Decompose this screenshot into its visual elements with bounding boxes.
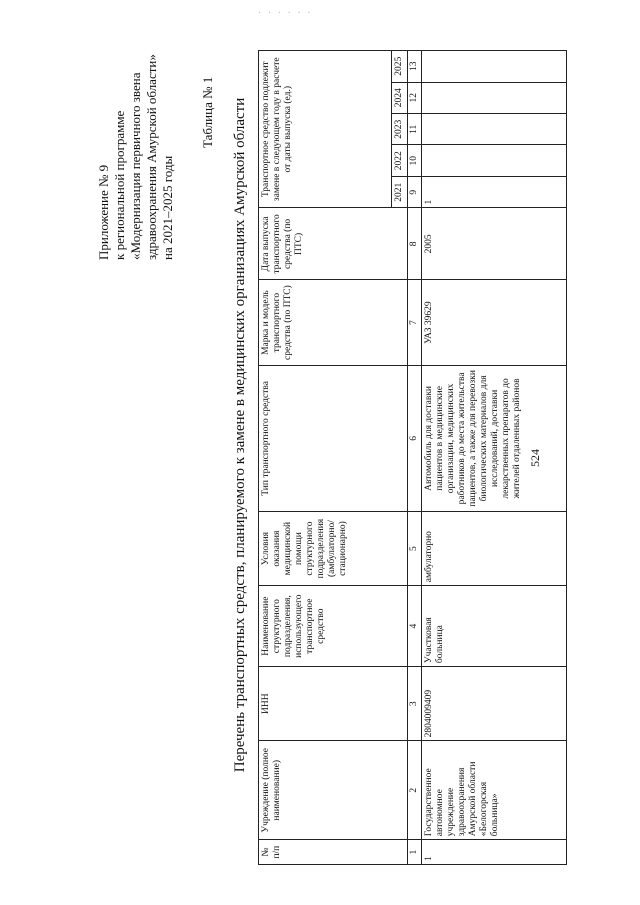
header-subdivision: Наименование структурного подразделения, использующего транспортное средство — [259, 586, 408, 667]
vehicles-table — [258, 50, 567, 865]
row-institution: Государственное автономное учреждение здравоохранения Амурской области «Белогорская больница» — [422, 741, 567, 840]
document-title: Перечень транспортных средств, планируемого к замене в медицинских организациях Амурской области — [232, 97, 248, 773]
column-number: 6 — [408, 365, 422, 511]
column-number: 10 — [408, 145, 422, 176]
header-year-2023: 2023 — [392, 114, 408, 145]
row-count-2025 — [422, 51, 567, 83]
column-number: 13 — [408, 51, 422, 83]
row-count-2024 — [422, 82, 567, 113]
header-year-2025: 2025 — [392, 51, 408, 83]
column-number: 4 — [408, 586, 422, 667]
table-row — [422, 51, 567, 865]
row-vehicle-type: Автомобиль для доставки пациентов в медицинские организации, медицинских работников до места жительства пациентов, а также для перевозки биологических материалов для исследований, доставки лекарственных препаратов до жителей отдаленных районов — [422, 365, 567, 511]
table-label: Таблица № 1 — [200, 76, 215, 148]
scan-noise: · · · · · · — [258, 8, 313, 19]
column-number: 8 — [408, 208, 422, 280]
header-inn: ИНН — [259, 667, 408, 741]
column-number: 2 — [408, 741, 422, 840]
header-row — [259, 51, 392, 865]
appendix-line-1: Приложение № 9 — [96, 164, 111, 260]
page-number: 524 — [528, 449, 542, 467]
row-inn: 2804009409 — [422, 667, 567, 741]
row-subdivision: Участковая больница — [422, 586, 567, 667]
row-year: 2005 — [422, 208, 567, 280]
header-release-date: Дата выпуска транспортного средства (по ПТС) — [259, 208, 408, 280]
appendix-block — [96, 10, 176, 260]
header-year-2022: 2022 — [392, 145, 408, 176]
header-number: № п/п — [259, 840, 408, 865]
row-model: УАЗ 39629 — [422, 280, 567, 365]
header-vehicle-type: Тип транспортного средства — [259, 365, 408, 511]
header-year-2021: 2021 — [392, 176, 408, 207]
header-institution: Учреждение (полное наименование) — [259, 741, 408, 840]
column-number: 7 — [408, 280, 422, 365]
row-conditions: амбулаторно — [422, 511, 567, 585]
row-number: 1 — [422, 840, 567, 865]
row-count-2021: 1 — [422, 176, 567, 207]
column-number: 11 — [408, 114, 422, 145]
row-count-2023 — [422, 114, 567, 145]
column-number: 3 — [408, 667, 422, 741]
header-replacement: Транспортное средство подлежит замене в следующем году в расчете от даты выпуска (ед.) — [259, 51, 392, 208]
header-model: Марка и модель транспортного средства (по ПТС) — [259, 280, 408, 365]
column-number: 5 — [408, 511, 422, 585]
appendix-line-3: «Модернизация первичного звена — [128, 72, 143, 260]
row-count-2022 — [422, 145, 567, 176]
column-number: 9 — [408, 176, 422, 207]
appendix-line-2: к региональной программе — [112, 110, 127, 260]
column-number-row — [408, 51, 422, 865]
header-conditions: Условия оказания медицинской помощи структурного подразделения (амбулаторно/ стационарно) — [259, 511, 408, 585]
column-number: 1 — [408, 840, 422, 865]
appendix-line-5: на 2021–2025 годы — [160, 155, 175, 260]
column-number: 12 — [408, 82, 422, 113]
appendix-line-4: здравоохранения Амурской области» — [144, 54, 159, 260]
header-year-2024: 2024 — [392, 82, 408, 113]
